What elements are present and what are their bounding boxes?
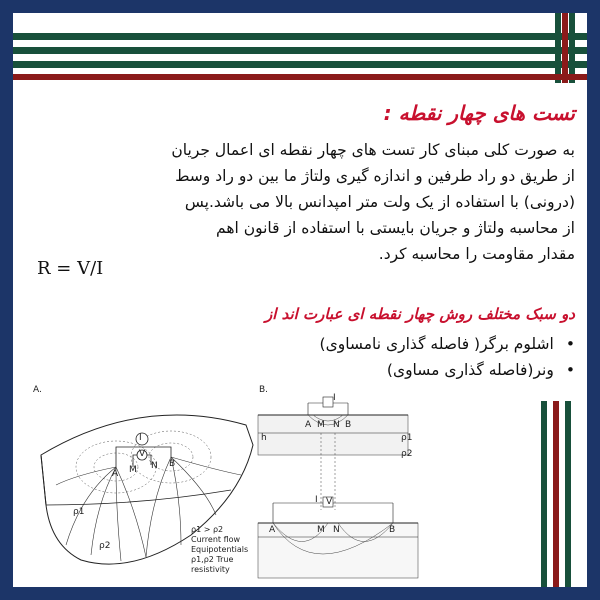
stripe-1 xyxy=(13,33,587,40)
electrode-label: N xyxy=(151,461,158,471)
h-label: h xyxy=(261,433,267,443)
figure-b-meter-label: V xyxy=(326,497,333,507)
body-paragraph xyxy=(55,137,575,267)
bottom-electrode-label: N xyxy=(333,525,340,535)
figure-a-meter-label: V xyxy=(139,449,146,459)
electrode-label: B xyxy=(169,459,176,469)
legend-equipotentials: Equipotentials xyxy=(191,545,249,554)
stripe-v-right-1 xyxy=(541,401,547,587)
stripe-3 xyxy=(13,61,587,68)
bottom-electrode-label: B xyxy=(389,525,396,535)
rho2-label: ρ2 xyxy=(99,541,111,551)
bullet-dot-icon: • xyxy=(565,361,575,379)
legend-current-flow: Current flow xyxy=(191,535,241,544)
figure-a-label: A. xyxy=(33,385,42,395)
top-electrode-label: N xyxy=(333,420,340,430)
content-card xyxy=(13,13,587,587)
bottom-electrode-label: M xyxy=(317,525,325,535)
top-electrode-label: B xyxy=(345,420,352,430)
list-item xyxy=(320,331,575,357)
legend-true-resistivity: ρ1,ρ2 True resistivity xyxy=(191,555,234,574)
figure-a-current-label: I xyxy=(139,433,142,443)
figure-a-legend xyxy=(191,525,261,575)
figure-a xyxy=(21,385,261,585)
bullet-text: ونر(فاصله گذاری مساوی) xyxy=(386,361,554,379)
figure-b-label: B. xyxy=(259,385,269,395)
stripe-red-v-right xyxy=(553,401,559,587)
bullet-list xyxy=(320,331,575,383)
figure-b-current-label-top: I xyxy=(333,393,336,403)
bullet-dot-icon: • xyxy=(565,335,575,353)
stripe-red-v-top xyxy=(562,13,568,83)
rho2-label: ρ2 xyxy=(401,449,413,459)
electrode-label: A xyxy=(112,469,119,479)
ohm-formula: R = V/I xyxy=(37,258,104,279)
legend-rho-relation: ρ1 > ρ2 xyxy=(191,525,224,534)
top-electrode-label: A xyxy=(305,420,312,430)
bullet-text: اشلوم برگر( فاصله گذاری نامساوی) xyxy=(319,335,554,353)
figure-b xyxy=(253,385,423,585)
page-title: تست های چهار نقطه : xyxy=(383,101,575,125)
stripe-v-top-1 xyxy=(555,13,561,83)
paragraph-line: به صورت کلی مبنای کار تست های چهار نقطه ای اعمال جریان xyxy=(171,141,575,159)
bottom-electrode-label: A xyxy=(269,525,276,535)
top-electrode-label: M xyxy=(317,420,325,430)
rho1-label: ρ1 xyxy=(401,433,413,443)
subtitle: دو سبک مختلف روش چهار نقطه ای عبارت اند از xyxy=(264,305,575,323)
paragraph-line: مقدار مقاومت را محاسبه کرد. xyxy=(378,245,575,263)
paragraph-line: از محاسبه ولتاژ و جریان بایستی با استفاده از قانون اهم xyxy=(216,219,575,237)
stripe-2 xyxy=(13,47,587,54)
stripe-red-h-top xyxy=(13,74,587,80)
paragraph-line: (درونی) با استفاده از یک ولت متر امپدانس بالا می باشد.پس xyxy=(184,193,575,211)
electrode-label: M xyxy=(129,465,137,475)
figure-b-current-label-bottom: I xyxy=(315,495,318,505)
rho1-label: ρ1 xyxy=(73,507,85,517)
list-item xyxy=(320,357,575,383)
stripe-v-top-2 xyxy=(569,13,575,83)
paragraph-line: از طریق دو راد طرفین و اندازه گیری ولتاژ ما بین دو راد وسط xyxy=(175,167,575,185)
figure-b-diagram xyxy=(253,385,423,585)
stripe-v-right-2 xyxy=(565,401,571,587)
